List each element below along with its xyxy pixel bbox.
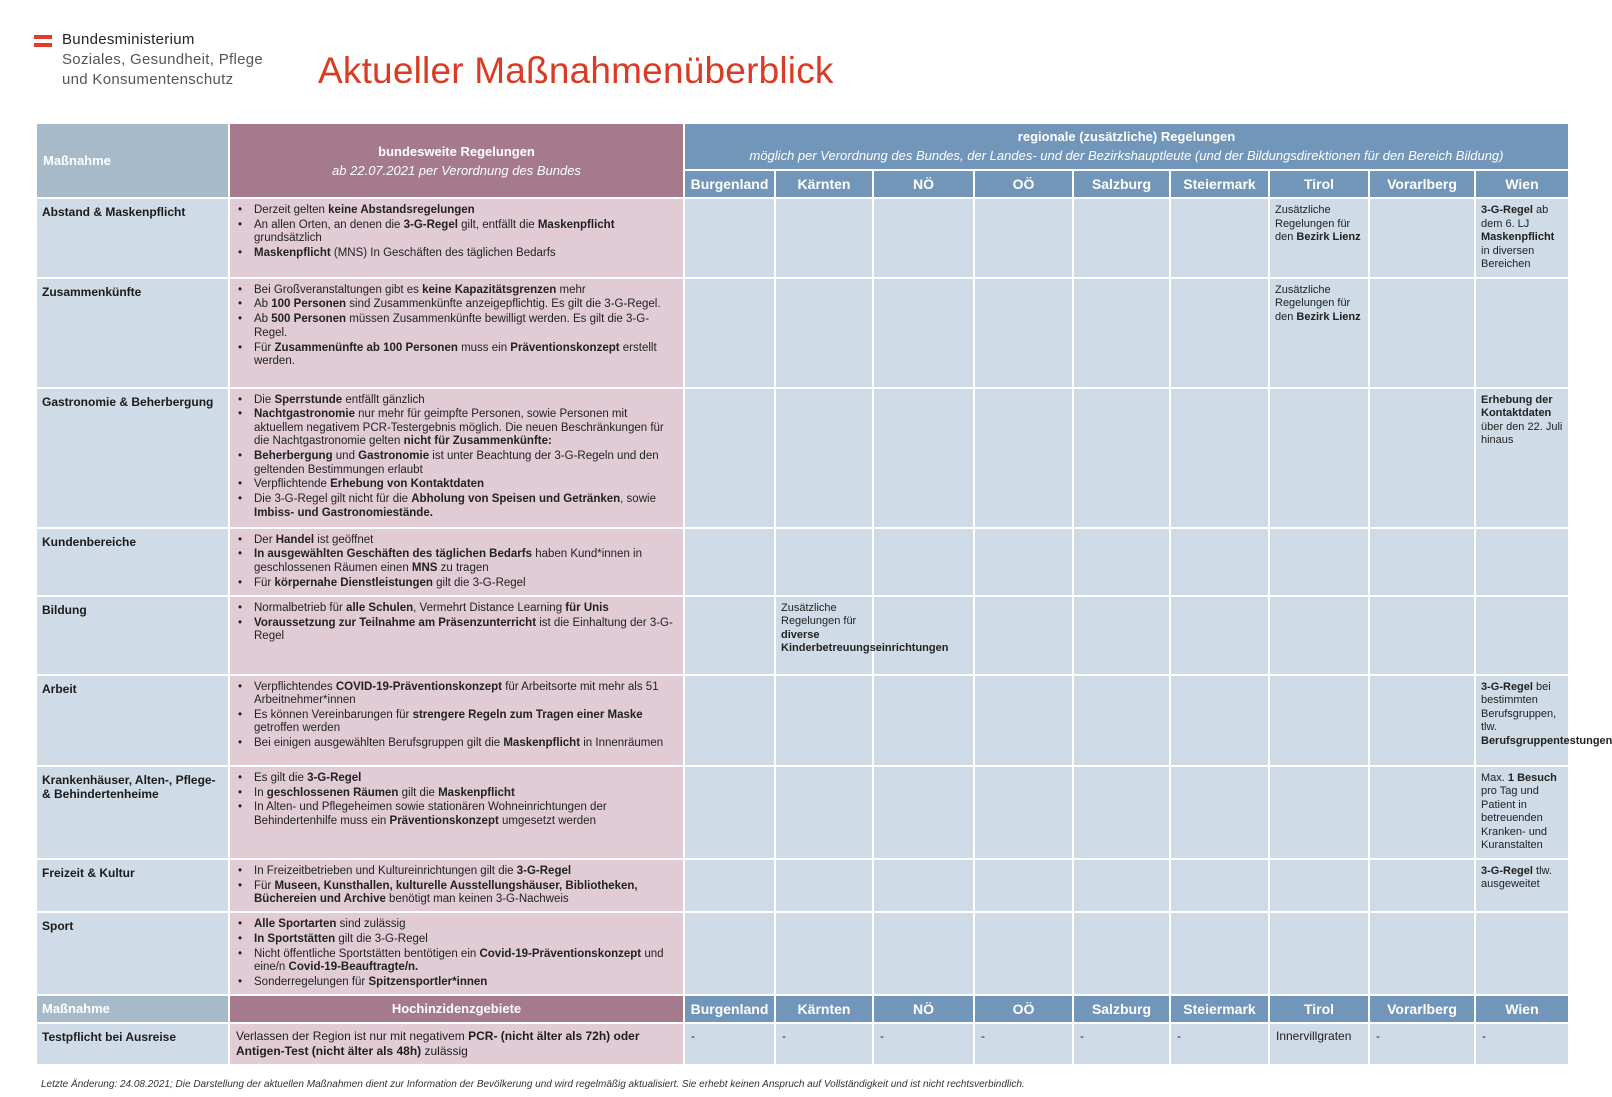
regional-cell-burgenland [684,198,775,278]
row-bund-rules [229,528,684,596]
rule-item: • Voraussetzung zur Teilnahme am Präsenzunterricht ist die Einhaltung der 3-G-Regel [254,617,677,644]
hochinzidenz-state-header: Wien [1475,995,1569,1023]
hochinzidenz-state-header: Kärnten [775,995,873,1023]
regional-cell-wien [1475,912,1569,995]
header-state: Burgenland [684,170,775,198]
regional-cell-kärnten [775,198,873,278]
hochinzidenz-state-header: OÖ [974,995,1073,1023]
header-state: Kärnten [775,170,873,198]
regional-cell-nö [873,766,974,859]
regional-cell-steiermark [1170,912,1269,995]
austria-flag-icon [34,35,52,47]
regional-cell-nö [873,912,974,995]
regional-cell-wien [1475,278,1569,388]
regional-cell-kärnten [775,528,873,596]
hochinzidenz-massnahme: Maßnahme [36,995,229,1023]
regional-cell-oö [974,388,1073,528]
hochinzidenz-state-header: Burgenland [684,995,775,1023]
rule-item: • Bei Großveranstaltungen gibt es keine Kapazitätsgrenzen mehr [254,284,677,297]
header-state: OÖ [974,170,1073,198]
regional-cell-nö [873,528,974,596]
regional-cell-steiermark [1170,766,1269,859]
hochinzidenz-title: Hochinzidenzgebiete [229,995,684,1023]
table-row [36,675,1569,766]
regional-cell-oö [974,596,1073,675]
header-regional-subtitle: möglich per Verordnung des Bundes, der Landes- und der Bezirkshauptleute (und der Bildungsdirektionen für den Bereich Bildung) [749,148,1504,163]
regional-cell-nö [873,198,974,278]
table-row [36,1023,1569,1065]
header-bund-title: bundesweite Regelungen [378,143,535,159]
regional-cell-kärnten [775,278,873,388]
row-bund-rules [229,859,684,912]
regional-cell-steiermark [1170,675,1269,766]
regional-cell-vorarlberg [1369,528,1475,596]
row-category: Kundenbereiche [36,528,229,596]
regional-cell-nö [873,388,974,528]
regional-cell-wien [1475,596,1569,675]
regional-cell-kärnten [775,859,873,912]
regional-cell-wien: Max. 1 Besuch pro Tag und Patient in betreuenden Kranken- und Kuranstalten [1475,766,1569,859]
hochinzidenz-cell-tirol: Innervillgraten [1269,1023,1369,1065]
regional-cell-tirol [1269,675,1369,766]
regional-cell-salzburg [1073,859,1170,912]
regional-cell-wien [1475,528,1569,596]
hochinzidenz-state-header: NÖ [873,995,974,1023]
regional-cell-salzburg [1073,528,1170,596]
regional-cell-nö [873,596,974,675]
regional-cell-wien: 3-G-Regel bei bestimmten Berufsgruppen, tlw. Berufsgruppentestungen [1475,675,1569,766]
hochinzidenz-cell-wien: - [1475,1023,1569,1065]
row-bund-rules [229,198,684,278]
row-bund-rules [229,675,684,766]
header-bund [229,123,684,198]
table-row [36,912,1569,995]
regional-cell-wien: 3-G-Regel ab dem 6. LJ Maskenpflicht in diversen Bereichen [1475,198,1569,278]
regional-cell-vorarlberg [1369,675,1475,766]
hochinzidenz-cell-burgenland: - [684,1023,775,1065]
regional-cell-burgenland [684,675,775,766]
regional-cell-burgenland [684,278,775,388]
rule-item: • Die 3-G-Regel gilt nicht für die Abholung von Speisen und Getränken, sowie Imbiss- und Gastronomiestände. [254,493,677,520]
rule-item: • Es können Vereinbarungen für strengere Regeln zum Tragen einer Maske getroffen werden [254,709,677,736]
regional-cell-tirol [1269,766,1369,859]
regional-cell-oö [974,675,1073,766]
row-bund-rules [229,912,684,995]
regional-cell-tirol: Zusätzliche Regelungen für den Bezirk Lienz [1269,198,1369,278]
rule-item: • Nachtgastronomie nur mehr für geimpfte Personen, sowie Personen mit aktuellem negativem PCR-Testergebnis möglich. Die neuen Beschränkungen für die Nachtgastronomie gelten nicht für Zusammenkünfte: [254,408,677,448]
regional-cell-steiermark [1170,198,1269,278]
row-category: Krankenhäuser, Alten-, Pflege- & Behindertenheime [36,766,229,859]
regional-cell-burgenland [684,528,775,596]
rule-item: • Bei einigen ausgewählten Berufsgruppen gilt die Maskenpflicht in Innenräumen [254,737,677,750]
header-state: Tirol [1269,170,1369,198]
row-category: Testpflicht bei Ausreise [36,1023,229,1065]
hochinzidenz-cell-oö: - [974,1023,1073,1065]
regional-cell-steiermark [1170,859,1269,912]
hochinzidenz-header-row [36,995,1569,1023]
regional-cell-salzburg [1073,596,1170,675]
regional-cell-vorarlberg [1369,596,1475,675]
page-title: Aktueller Maßnahmenüberblick [318,50,834,91]
regional-cell-steiermark [1170,388,1269,528]
regional-cell-burgenland [684,596,775,675]
hochinzidenz-cell-steiermark: - [1170,1023,1269,1065]
rule-item: • Alle Sportarten sind zulässig [254,918,677,931]
rule-item: • An allen Orten, an denen die 3-G-Regel gilt, entfällt die Maskenpflicht grundsätzlich [254,219,677,246]
rule-item: • Ab 500 Personen müssen Zusammenkünfte bewilligt werden. Es gilt die 3-G-Regel. [254,313,677,340]
regional-cell-steiermark [1170,278,1269,388]
hochinzidenz-rule: Verlassen der Region ist nur mit negativem PCR- (nicht älter als 72h) oder Antigen-Test (nicht älter als 48h) zulässig [229,1023,684,1065]
rule-item: • In Freizeitbetrieben und Kultureinrichtungen gilt die 3-G-Regel [254,865,677,878]
row-bund-rules [229,278,684,388]
table-row [36,859,1569,912]
regional-cell-burgenland [684,766,775,859]
hochinzidenz-cell-kärnten: - [775,1023,873,1065]
regional-cell-salzburg [1073,675,1170,766]
regional-cell-kärnten [775,766,873,859]
regional-cell-steiermark [1170,528,1269,596]
regional-cell-vorarlberg [1369,388,1475,528]
ministry-line-3: und Konsumentenschutz [62,71,234,88]
measures-table [35,122,1612,1066]
row-category: Sport [36,912,229,995]
row-category: Zusammenkünfte [36,278,229,388]
regional-cell-vorarlberg [1369,198,1475,278]
regional-cell-kärnten [775,388,873,528]
header-state: Vorarlberg [1369,170,1475,198]
rule-item: • In ausgewählten Geschäften des täglichen Bedarfs haben Kund*innen in geschlossenen Räumen einen MNS zu tragen [254,548,677,575]
regional-cell-tirol [1269,596,1369,675]
hochinzidenz-cell-salzburg: - [1073,1023,1170,1065]
rule-item: • Verpflichtendes COVID-19-Präventionskonzept für Arbeitsorte mit mehr als 51 Arbeitnehmer*innen [254,681,677,708]
footer-note: Letzte Änderung: 24.08.2021; Die Darstellung der aktuellen Maßnahmen dient zur Information der Bevölkerung und wird regelmäßig aktualisiert. Sie erhebt keinen Anspruch auf Vollständigkeit und ist nicht rechtsverbindlich. [41,1079,1025,1090]
regional-cell-kärnten [775,675,873,766]
rule-item: • Derzeit gelten keine Abstandsregelungen [254,204,677,217]
row-bund-rules [229,766,684,859]
header-state: Steiermark [1170,170,1269,198]
rule-item: • Für Museen, Kunsthallen, kulturelle Ausstellungshäuser, Bibliotheken, Büchereien und Archive benötigt man keinen 3-G-Nachweis [254,880,677,907]
row-category: Arbeit [36,675,229,766]
regional-cell-tirol [1269,859,1369,912]
hochinzidenz-state-header: Steiermark [1170,995,1269,1023]
rule-item: • In Alten- und Pflegeheimen sowie stationären Wohneinrichtungen der Behindertenhilfe muss ein Präventionskonzept umgesetzt werden [254,801,677,828]
regional-cell-vorarlberg [1369,859,1475,912]
rule-item: • Für Zusammenünfte ab 100 Personen muss ein Präventionskonzept erstellt werden. [254,342,677,369]
regional-cell-salzburg [1073,198,1170,278]
hochinzidenz-state-header: Salzburg [1073,995,1170,1023]
regional-cell-oö [974,859,1073,912]
rule-item: • Beherbergung und Gastronomie ist unter Beachtung der 3-G-Regeln und den geltenden Bestimmungen erlaubt [254,450,677,477]
row-category: Bildung [36,596,229,675]
table-row [36,198,1569,278]
header-regional-title: regionale (zusätzliche) Regelungen [1017,129,1236,144]
rule-item: • Verpflichtende Erhebung von Kontaktdaten [254,478,677,491]
table-row [36,766,1569,859]
rule-item: • Nicht öffentliche Sportstätten bentötigen ein Covid-19-Präventionskonzept und eine/n Covid-19-Beauftragte/n. [254,948,677,975]
header-state: NÖ [873,170,974,198]
regional-cell-burgenland [684,388,775,528]
hochinzidenz-cell-nö: - [873,1023,974,1065]
regional-cell-tirol: Zusätzliche Regelungen für den Bezirk Lienz [1269,278,1369,388]
regional-cell-oö [974,528,1073,596]
header-state: Wien [1475,170,1569,198]
regional-cell-nö [873,675,974,766]
row-bund-rules [229,596,684,675]
table-row [36,528,1569,596]
rule-item: • Der Handel ist geöffnet [254,534,677,547]
regional-cell-oö [974,198,1073,278]
row-bund-rules [229,388,684,528]
regional-cell-salzburg [1073,912,1170,995]
header-massnahme: Maßnahme [36,123,229,198]
hochinzidenz-state-header: Vorarlberg [1369,995,1475,1023]
regional-cell-vorarlberg [1369,278,1475,388]
rule-item: • Maskenpflicht (MNS) In Geschäften des täglichen Bedarfs [254,247,677,260]
regional-cell-salzburg [1073,278,1170,388]
hochinzidenz-state-header: Tirol [1269,995,1369,1023]
regional-cell-salzburg [1073,766,1170,859]
regional-cell-kärnten [775,912,873,995]
regional-cell-vorarlberg [1369,766,1475,859]
regional-cell-oö [974,912,1073,995]
row-category: Freizeit & Kultur [36,859,229,912]
header-regional [684,123,1569,170]
regional-cell-burgenland [684,912,775,995]
rule-item: • Es gilt die 3-G-Regel [254,772,677,785]
rule-item: • In Sportstätten gilt die 3-G-Regel [254,933,677,946]
regional-cell-nö [873,278,974,388]
hochinzidenz-cell-vorarlberg: - [1369,1023,1475,1065]
regional-cell-wien: 3-G-Regel tlw. ausgeweitet [1475,859,1569,912]
row-category: Gastronomie & Beherbergung [36,388,229,528]
rule-item: • Ab 100 Personen sind Zusammenkünfte anzeigepflichtig. Es gilt die 3-G-Regel. [254,298,677,311]
rule-item: • Sonderregelungen für Spitzensportler*innen [254,976,677,989]
table-row [36,596,1569,675]
regional-cell-burgenland [684,859,775,912]
regional-cell-oö [974,278,1073,388]
ministry-line-1: Bundesministerium [62,31,195,48]
regional-cell-kärnten: Zusätzliche Regelungen für diverse Kinderbetreuungseinrichtungen [775,596,873,675]
rule-item: • Normalbetrieb für alle Schulen, Vermehrt Distance Learning für Unis [254,602,677,615]
rule-item: • Die Sperrstunde entfällt gänzlich [254,394,677,407]
ministry-line-2: Soziales, Gesundheit, Pflege [62,51,264,68]
regional-cell-tirol [1269,528,1369,596]
rule-item: • In geschlossenen Räumen gilt die Maskenpflicht [254,787,677,800]
regional-cell-wien: Erhebung der Kontaktdaten über den 22. Juli hinaus [1475,388,1569,528]
rule-item: • Für körpernahe Dienstleistungen gilt die 3-G-Regel [254,577,677,590]
regional-cell-salzburg [1073,388,1170,528]
regional-cell-tirol [1269,912,1369,995]
regional-cell-tirol [1269,388,1369,528]
header-bund-subtitle: ab 22.07.2021 per Verordnung des Bundes [332,162,581,178]
header-state: Salzburg [1073,170,1170,198]
regional-cell-oö [974,766,1073,859]
regional-cell-vorarlberg [1369,912,1475,995]
regional-cell-steiermark [1170,596,1269,675]
regional-cell-nö [873,859,974,912]
table-row [36,278,1569,388]
table-row [36,388,1569,528]
row-category: Abstand & Maskenpflicht [36,198,229,278]
